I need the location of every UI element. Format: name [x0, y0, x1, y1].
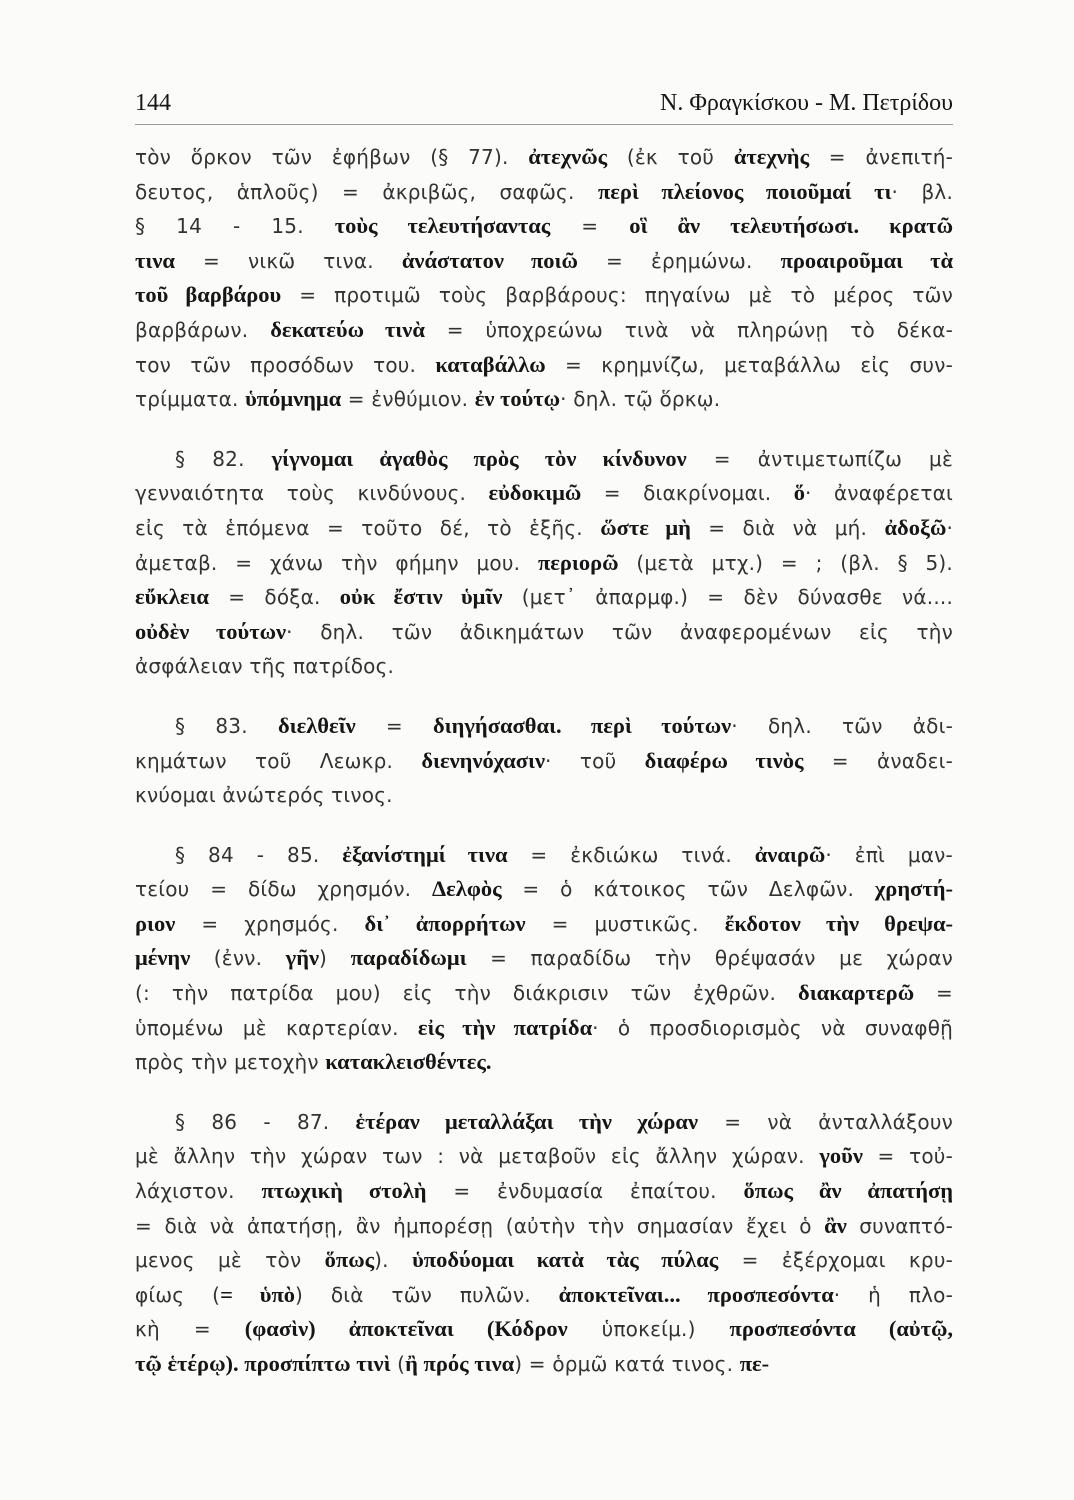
lemma: μένην [135, 945, 191, 971]
lemma: διηγήσασθαι. περὶ τούτων [432, 712, 732, 738]
gloss: ) = ὁρμῶ κατά τινος. [514, 1352, 740, 1376]
text-line [135, 580, 953, 615]
lemma: ἀποκτεῖναι... προσπεσόντα [558, 1281, 834, 1307]
gloss: § 82. [175, 446, 272, 471]
lemma: δι᾽ ἀπορρήτων [364, 910, 526, 936]
lemma: ὑπόμνημα [245, 386, 342, 412]
gloss: = ὁ κάτοικος τῶν Δελφῶν. [501, 877, 875, 902]
gloss: · ὁ προσδιορισμὸς νὰ συναφθῇ [592, 1015, 954, 1040]
paragraph [135, 1105, 953, 1382]
gloss: τρίμματα. [135, 387, 246, 412]
paragraph [135, 140, 953, 417]
page-number: 144 [135, 90, 171, 116]
lemma: ἑτέραν μεταλλάξαι τὴν χώραν [355, 1108, 699, 1134]
text-line [135, 709, 953, 744]
gloss: = ἀναδει- [803, 748, 954, 773]
lemma: διενηνόχασιν [421, 747, 546, 773]
gloss: πρὸς τὴν μετοχὴν [135, 1050, 326, 1075]
text-line [135, 838, 953, 873]
lemma: τινα [135, 247, 175, 273]
gloss: = ἀνεπιτή- [809, 145, 953, 169]
lemma: ἀτεχνὴς [733, 144, 810, 169]
lemma: ἀτεχνῶς [528, 144, 608, 169]
lemma: καταβάλλω [435, 351, 546, 377]
gloss: (: τὴν πατρίδα μου) εἰς τὴν διάκρισιν τῶν ἐχθρῶν. [135, 981, 799, 1006]
lemma: γίγνομαι ἀγαθὸς πρὸς τὸν κίνδυνον [271, 445, 687, 471]
gloss: λάχιστον. [135, 1179, 262, 1204]
lemma: ἔκδοτον τὴν θρεψα- [724, 910, 954, 936]
gloss: ὑπομένω μὲ καρτερίαν. [135, 1015, 418, 1040]
text-line [135, 1045, 953, 1080]
lemma: χρηστή- [874, 876, 953, 902]
text-line [135, 615, 953, 650]
gloss: = ἐνθύμιον. [341, 387, 475, 412]
lemma: γῆν [285, 945, 320, 971]
gloss: § 83. [175, 713, 278, 738]
gloss: · ἡ πλο- [833, 1282, 953, 1307]
gloss: = νικῶ τινα. [174, 248, 402, 273]
lemma: εὔκλεια [135, 584, 209, 610]
gloss: = διὰ νὰ ἀπατήσῃ, ἂν ἠμπορέσῃ (αὐτὴν τὴν σημασίαν ἔχει ὁ [135, 1213, 825, 1238]
gloss: τον τῶν προσόδων του. [135, 352, 436, 377]
gloss: = τοὐ- [862, 1144, 953, 1169]
gloss: βαρβάρων. [135, 317, 271, 342]
text-line [135, 476, 953, 511]
gloss: · τοῦ [545, 748, 645, 773]
gloss: = παραδίδω τὴν θρέψασάν με χώραν [466, 946, 953, 971]
gloss: = ὑποχρεώνω τινὰ νὰ πληρώνῃ τὸ δέκα- [424, 317, 953, 342]
text-line [135, 1209, 953, 1244]
header-rule [135, 124, 953, 125]
gloss: = [914, 981, 954, 1006]
gloss: · [946, 515, 953, 540]
commentary-text [135, 140, 953, 1407]
text-line [135, 140, 953, 175]
gloss: συναπτό- [846, 1213, 954, 1238]
text-line [135, 278, 953, 313]
gloss: ἀσφάλειαν τῆς πατρίδος. [135, 654, 395, 679]
paragraph [135, 709, 953, 813]
lemma: οὐδὲν τούτων [135, 618, 287, 644]
text-line [135, 976, 953, 1011]
text-line [135, 1312, 953, 1347]
author-names: Ν. Φραγκίσκου - Μ. Πετρίδου [660, 90, 953, 116]
gloss: τὸν ὅρκον τῶν ἐφήβων (§ 77). [135, 145, 529, 169]
gloss: ) διὰ τῶν πυλῶν. [295, 1282, 559, 1307]
lemma: ὑποδύομαι κατὰ τὰς πύλας [412, 1247, 719, 1273]
lemma: προαιροῦμαι τὰ [780, 247, 953, 273]
gloss: = μυστικῶς. [525, 911, 725, 936]
gloss: ἀμεταβ. = χάνω τὴν φήμην μου. [135, 550, 538, 575]
gloss: μενος μὲ τὸν [135, 1248, 325, 1273]
lemma: Δελφὸς [432, 876, 502, 902]
lemma: εὐδοκιμῶ [488, 480, 582, 506]
gloss: § 86 - 87. [175, 1109, 356, 1134]
gloss: τείου = δίδω χρησμόν. [135, 877, 433, 902]
text-line [135, 872, 953, 907]
lemma: ἐξανίστημί τινα [342, 841, 508, 867]
lemma: ριον [135, 910, 176, 936]
gloss: = νὰ ἀνταλλάξουν [698, 1109, 954, 1134]
gloss: εἰς τὰ ἑπόμενα = τοῦτο δέ, τὸ ἑξῆς. [135, 515, 601, 540]
text-line [135, 244, 953, 279]
gloss: = ἐκδιώκω τινά. [507, 842, 755, 867]
gloss: ). [374, 1248, 413, 1273]
gloss: = ἀντιμετωπίζω μὲ [686, 446, 953, 471]
gloss: § 84 - 85. [175, 842, 343, 867]
lemma: τοῦ βαρβάρου [135, 282, 282, 308]
gloss: = κρημνίζω, μεταβάλλω εἰς συν- [545, 352, 953, 377]
text-line [135, 941, 953, 976]
lemma: ὅ [793, 480, 805, 506]
gloss: § 14 - 15. [135, 214, 335, 239]
gloss: ) [319, 946, 351, 971]
gloss: κὴ = [135, 1317, 245, 1342]
lemma: = ὑπὸ [220, 1281, 296, 1307]
gloss: ὑποκείμ.) [567, 1317, 730, 1342]
lemma: ὥστε μὴ [600, 514, 691, 540]
lemma: γοῦν [819, 1143, 863, 1169]
lemma: ὅπως [324, 1247, 375, 1273]
gloss: = ἐρημώνω. [577, 248, 781, 273]
lemma: πε- [739, 1351, 770, 1376]
gloss: μὲ ἄλλην τὴν χώραν των : νὰ μεταβοῦν εἰς ἄλλην χώραν. [135, 1144, 820, 1169]
text-line [135, 382, 953, 417]
paragraph [135, 442, 953, 684]
gloss: = [355, 713, 433, 738]
gloss: (ἐκ τοῦ [607, 145, 734, 169]
gloss: = ἐνδυμασία ἐπαίτου. [426, 1179, 744, 1204]
gloss: = ἐξέρχομαι κρυ- [718, 1248, 954, 1273]
lemma: περιορῶ [537, 549, 619, 575]
gloss: δευτος, ἁπλοῦς) = ἀκριβῶς, σαφῶς. [135, 179, 598, 204]
gloss: · δηλ. τῶν ἀδι- [731, 713, 953, 738]
text-line [135, 778, 953, 813]
gloss: κημάτων τοῦ Λεωκρ. [135, 748, 422, 773]
lemma: ἀνάστατον ποιῶ [401, 247, 578, 273]
lemma: διαφέρω τινὸς [644, 747, 804, 773]
gloss: = διακρίνομαι. [581, 481, 794, 506]
text-line [135, 1278, 953, 1313]
text-line [135, 546, 953, 581]
text-line [135, 442, 953, 477]
lemma: τῷ ἑτέρῳ). προσπίπτω τινὶ [135, 1351, 391, 1376]
lemma: ἀναιρῶ [754, 841, 826, 867]
gloss: = χρησμός. [175, 911, 365, 936]
lemma: οὐκ ἔστιν ὑμῖν [339, 584, 503, 610]
gloss: φίως ( [135, 1282, 221, 1307]
text-line [135, 1347, 953, 1382]
text-line [135, 649, 953, 684]
gloss: γενναιότητα τοὺς κινδύνους. [135, 481, 489, 506]
lemma: διελθεῖν [277, 712, 356, 738]
text-line [135, 1139, 953, 1174]
paragraph [135, 838, 953, 1080]
gloss: = δόξα. [208, 585, 340, 610]
gloss: · ἀναφέρεται [805, 481, 953, 506]
lemma: κατακλεισθέντες. [325, 1049, 492, 1075]
text-line [135, 209, 953, 244]
text-line [135, 907, 953, 942]
text-line [135, 175, 953, 210]
gloss: (μετὰ μτχ.) = ; (βλ. § 5). [618, 550, 953, 575]
gloss: κνύομαι ἀνώτερός τινος. [135, 783, 393, 808]
gloss: = διὰ νὰ μή. [690, 515, 885, 540]
text-line [135, 313, 953, 348]
lemma: περὶ πλείονος ποιοῦμαί τι [597, 178, 892, 204]
lemma: ἐν τούτῳ [474, 386, 561, 412]
text-line [135, 348, 953, 383]
gloss: = [550, 214, 630, 239]
gloss: · βλ. [891, 179, 954, 204]
lemma: ἂν [824, 1212, 847, 1238]
text-line [135, 1243, 953, 1278]
text-line [135, 1011, 953, 1046]
lemma: διακαρτερῶ [798, 980, 915, 1006]
lemma: ἀδοξῶ [884, 514, 947, 540]
gloss: · ἐπὶ μαν- [825, 842, 953, 867]
lemma: ὅπως ἂν ἀπατήσῃ [743, 1178, 953, 1204]
lemma: πτωχικὴ στολὴ [261, 1178, 427, 1204]
lemma: (φασὶν) ἀποκτεῖναι (Κόδρον [244, 1316, 568, 1342]
text-line [135, 1105, 953, 1140]
lemma: προσπεσόντα (αὐτῷ, [729, 1316, 954, 1342]
lemma: εἰς τὴν πατρίδα [417, 1014, 593, 1040]
gloss: · δηλ. τῷ ὅρκῳ. [560, 387, 721, 412]
lemma: παραδίδωμι [350, 945, 467, 971]
lemma: οἳ ἂν τελευτήσωσι. κρατῶ [629, 213, 954, 239]
gloss: = προτιμῶ τοὺς βαρβάρους: πηγαίνω μὲ τὸ μέρος τῶν [281, 283, 953, 308]
gloss: (μετ᾽ ἀπαρμφ.) = δὲν δύνασθε νά.... [502, 585, 954, 610]
lemma: δεκατεύω τινὰ [270, 316, 425, 342]
gloss: · δηλ. τῶν ἀδικημάτων τῶν ἀναφερομένων εἰς τὴν [286, 619, 953, 644]
text-line [135, 511, 953, 546]
text-line [135, 1174, 953, 1209]
lemma: ἢ πρός τινα [405, 1351, 515, 1376]
text-line [135, 744, 953, 779]
gloss: (ἐνν. [190, 946, 286, 971]
running-head [135, 90, 953, 117]
lemma: τοὺς τελευτήσαντας [334, 213, 551, 239]
gloss: ( [390, 1352, 406, 1376]
